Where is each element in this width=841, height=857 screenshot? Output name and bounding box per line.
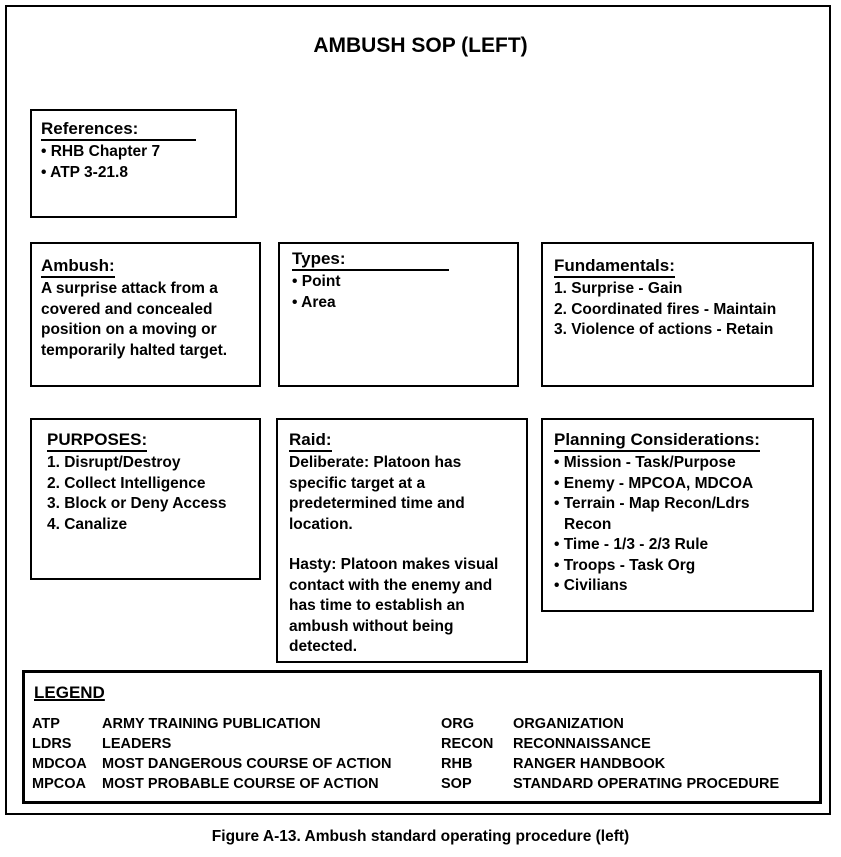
legend-definition: RANGER HANDBOOK bbox=[513, 756, 666, 772]
types-heading: Types: bbox=[292, 249, 449, 271]
legend-definition: RECONNAISSANCE bbox=[513, 736, 651, 752]
raid-text-line: Deliberate: Platoon has bbox=[289, 454, 462, 471]
legend-definition: ORGANIZATION bbox=[513, 716, 624, 732]
list-item: • Terrain - Map Recon/Ldrs bbox=[554, 495, 750, 512]
list-item: 1. Disrupt/Destroy bbox=[47, 454, 181, 471]
fundamentals-heading: Fundamentals: bbox=[554, 256, 675, 278]
list-item: • RHB Chapter 7 bbox=[41, 143, 161, 160]
planning-heading: Planning Considerations: bbox=[554, 430, 760, 452]
legend-abbr: SOP bbox=[441, 776, 472, 792]
legend-definition: STANDARD OPERATING PROCEDURE bbox=[513, 776, 780, 792]
references-heading: References: bbox=[41, 119, 196, 141]
list-item: • Area bbox=[292, 293, 336, 311]
raid-text-line: Hasty: Platoon makes visual bbox=[289, 556, 499, 573]
legend-abbr: RECON bbox=[441, 736, 494, 752]
ambush-text-line: position on a moving or bbox=[41, 321, 217, 338]
types-box bbox=[278, 242, 519, 387]
list-item: 3. Block or Deny Access bbox=[47, 495, 227, 512]
figure-caption: Figure A-13. Ambush standard operating procedure (left) bbox=[211, 828, 630, 845]
list-item: 1. Surprise - Gain bbox=[554, 280, 683, 297]
list-item: • Time - 1/3 - 2/3 Rule bbox=[554, 536, 709, 553]
table-row bbox=[32, 734, 779, 754]
fundamentals-box bbox=[541, 242, 814, 387]
purposes-box bbox=[30, 418, 261, 580]
list-item: • ATP 3-21.8 bbox=[41, 163, 128, 181]
table-row bbox=[32, 774, 779, 794]
list-item-continuation: Recon bbox=[564, 515, 612, 533]
ambush-heading: Ambush: bbox=[41, 256, 115, 278]
list-item: • Enemy - MPCOA, MDCOA bbox=[554, 474, 754, 492]
raid-text-line: detected. bbox=[289, 638, 358, 655]
legend-abbr: LDRS bbox=[32, 736, 72, 752]
legend-abbr: ATP bbox=[32, 716, 60, 732]
list-item: 3. Violence of actions - Retain bbox=[554, 321, 774, 338]
legend-abbr: MPCOA bbox=[32, 776, 86, 792]
legend-table bbox=[32, 714, 779, 794]
list-item: 4. Canalize bbox=[47, 515, 128, 533]
legend-abbr: RHB bbox=[441, 756, 473, 772]
table-row bbox=[32, 714, 779, 734]
legend-definition: MOST DANGEROUS COURSE OF ACTION bbox=[102, 756, 392, 772]
page-title: AMBUSH SOP (LEFT) bbox=[313, 34, 528, 57]
raid-text-line: specific target at a bbox=[289, 474, 426, 492]
references-box bbox=[30, 109, 237, 218]
legend-definition: MOST PROBABLE COURSE OF ACTION bbox=[102, 776, 379, 792]
legend-abbr: ORG bbox=[441, 716, 475, 732]
list-item: • Point bbox=[292, 273, 341, 290]
ambush-text-line: temporarily halted target. bbox=[41, 341, 228, 359]
legend-heading: LEGEND bbox=[34, 683, 105, 702]
planning-considerations-box bbox=[541, 418, 814, 612]
raid-text-line: has time to establish an bbox=[289, 597, 465, 614]
raid-text-line: predetermined time and bbox=[289, 495, 465, 512]
legend-definition: LEADERS bbox=[102, 736, 172, 752]
ambush-box bbox=[30, 242, 261, 387]
ambush-text-line: covered and concealed bbox=[41, 300, 213, 318]
raid-text-line: contact with the enemy and bbox=[289, 576, 493, 594]
table-row bbox=[32, 754, 779, 774]
legend-box bbox=[22, 670, 822, 804]
list-item: • Civilians bbox=[554, 577, 628, 594]
legend-definition: ARMY TRAINING PUBLICATION bbox=[102, 716, 321, 732]
list-item: • Mission - Task/Purpose bbox=[554, 454, 736, 471]
list-item: 2. Coordinated fires - Maintain bbox=[554, 300, 777, 318]
legend-abbr: MDCOA bbox=[32, 756, 87, 772]
purposes-heading: PURPOSES: bbox=[47, 430, 147, 452]
raid-box bbox=[276, 418, 528, 663]
ambush-text-line: A surprise attack from a bbox=[41, 280, 218, 297]
raid-text-line: location. bbox=[289, 515, 353, 533]
raid-text-line: ambush without being bbox=[289, 617, 454, 635]
list-item: 2. Collect Intelligence bbox=[47, 474, 206, 492]
list-item: • Troops - Task Org bbox=[554, 556, 696, 574]
raid-heading: Raid: bbox=[289, 430, 332, 452]
